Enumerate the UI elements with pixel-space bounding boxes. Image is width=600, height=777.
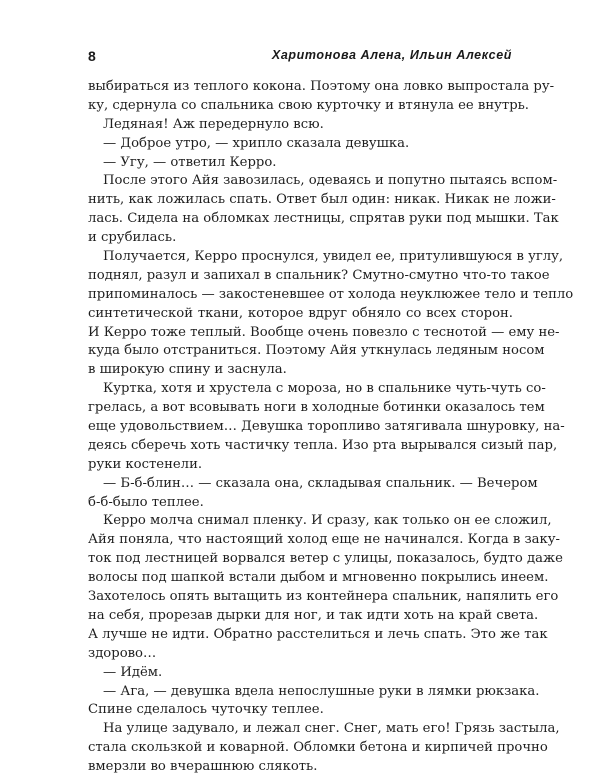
text-line: синтетической ткани, которое вдруг обняло со всех сторон. [88, 305, 513, 321]
text-line: — Угу, — ответил Керро. [103, 154, 277, 170]
text-line: Получается, Керро проснулся, увидел ее, притулившуюся в углу, [103, 249, 564, 265]
text-line: Керро молча снимал пленку. И сразу, как только он ее сложил, [103, 513, 552, 529]
text-line: Спине сделалось чуточку теплее. [88, 702, 324, 718]
text-line: нить, как ложилась спать. Ответ был один: никак. Никак не ложи- [88, 192, 556, 208]
body-text [88, 78, 574, 777]
page-header [88, 48, 512, 68]
text-line: — Б-б-блин… — сказала она, складывая спальник. — Вечером [103, 475, 538, 491]
text-line: стала скользкой и коварной. Обломки бетона и кирпичей прочно [88, 740, 548, 756]
text-line: Захотелось опять вытащить из контейнера спальник, напялить его [88, 589, 559, 605]
text-line: — Ага, — девушка вдела непослушные руки в лямки рюкзака. [103, 683, 540, 699]
text-line: выбираться из теплого кокона. Поэтому она ловко выпростала ру- [88, 79, 555, 94]
text-line: грелась, а вот всовывать ноги в холодные ботинки оказалось тем [88, 400, 545, 416]
text-line: на себя, прорезав дырки для ног, и так идти хоть на край света. [88, 607, 539, 623]
text-line: здорово… [88, 645, 157, 661]
text-line: Айя поняла, что настоящий холод еще не начинался. Когда в заку- [88, 532, 561, 548]
text-line: А лучше не идти. Обратно расстелиться и лечь спать. Это же так [88, 626, 548, 642]
text-line: и срубилась. [88, 230, 177, 246]
text-line: ток под лестницей ворвался ветер с улицы, показалось, будто даже [88, 551, 563, 567]
text-line: в широкую спину и заснула. [88, 362, 287, 378]
text-line: руки костенели. [88, 456, 203, 472]
text-line: И Керро тоже теплый. Вообще очень повезло с теснотой — ему не- [88, 324, 560, 340]
text-line: После этого Айя завозилась, одеваясь и попутно пытаясь вспом- [103, 173, 558, 189]
text-line: Куртка, хотя и хрустела с мороза, но в спальнике чуть-чуть со- [103, 381, 546, 397]
text-line: куда было отстраниться. Поэтому Айя уткнулась ледяным носом [88, 343, 545, 359]
page-number: 8 [88, 48, 97, 64]
text-line: На улице задувало, и лежал снег. Снег, мать его! Грязь застыла, [103, 721, 560, 737]
text-line: поднял, разул и запихал в спальник? Смутно-смутно что-то такое [88, 267, 550, 283]
text-line: деясь сберечь хоть частичку тепла. Изо рта вырывался сизый пар, [88, 437, 558, 453]
text-line: — Доброе утро, — хрипло сказала девушка. [103, 135, 410, 151]
text-line: волосы под шапкой встали дыбом и мгновенно покрылись инеем. [88, 570, 549, 586]
text-line: Ледяная! Аж передернуло всю. [103, 116, 324, 132]
text-line: вмерзли во вчерашнюю слякоть. [88, 759, 318, 775]
text-line: ку, сдернула со спальника свою курточку и втянула ее внутрь. [88, 97, 530, 113]
text-line: лась. Сидела на обломках лестницы, спрятав руки под мышки. Так [88, 211, 559, 227]
text-line: еще удовольствием… Девушка торопливо затягивала шнуровку, на- [88, 419, 565, 435]
running-head-authors: Харитонова Алена, Ильин Алексей [271, 48, 512, 62]
text-line: припоминалось — закостеневшее от холода неуклюжее тело и тепло [88, 286, 574, 302]
text-line: б-б-было теплее. [88, 494, 204, 510]
text-line: — Идём. [103, 664, 163, 680]
